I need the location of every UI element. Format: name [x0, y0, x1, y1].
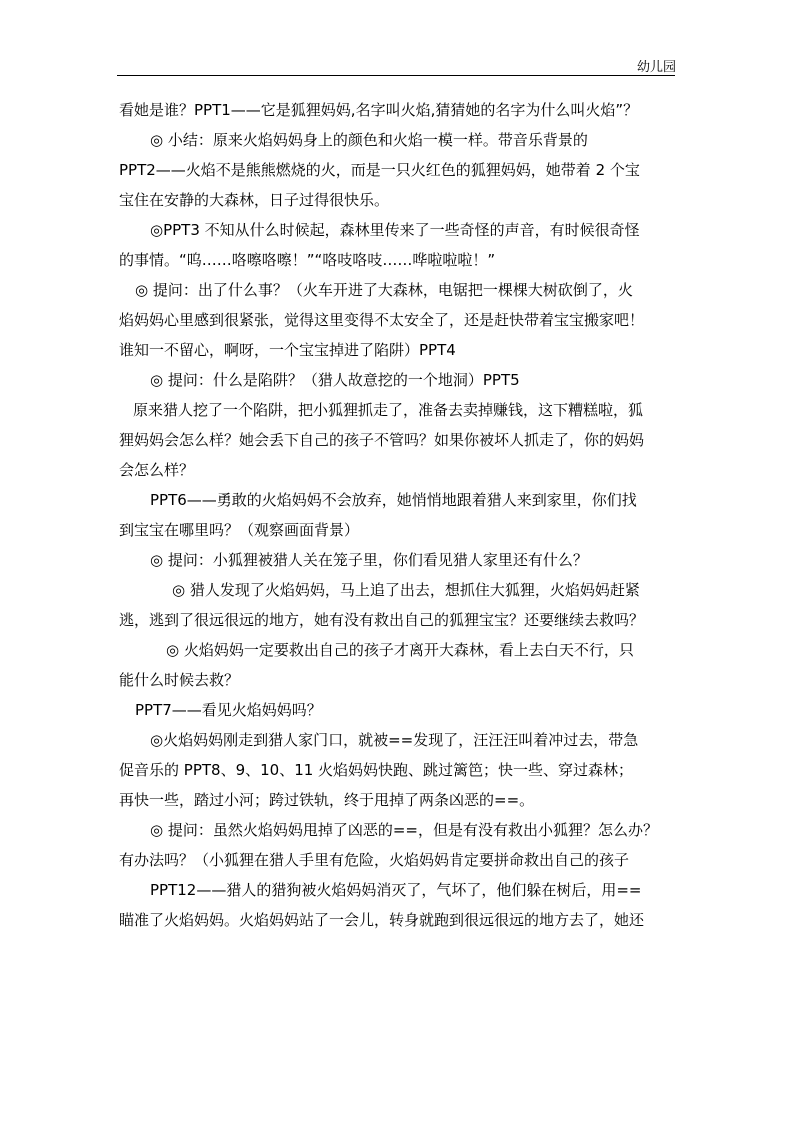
text-line: ◎ 提问：出了什么事？（火车开进了大森林，电锯把一棵棵大树砍倒了，火 — [135, 281, 633, 299]
text-line: 原来猎人挖了一个陷阱，把小狐狸抓走了，准备去卖掉赚钱，这下糟糕啦，狐 — [133, 401, 644, 419]
text-line: 狸妈妈会怎么样？她会丢下自己的孩子不管吗？如果你被坏人抓走了，你的妈妈 — [119, 431, 645, 449]
text-line: 宝住在安静的大森林，日子过得很快乐。 — [119, 191, 390, 209]
text-line: 谁知一不留心，啊呀，一个宝宝掉进了陷阱）PPT4 — [119, 341, 456, 359]
text-line: 逃，逃到了很远很远的地方，她有没有救出自己的狐狸宝宝？还要继续去救吗？ — [119, 611, 645, 629]
text-line: ◎ 小结：原来火焰妈妈身上的颜色和火焰一模一样。带音乐背景的 — [150, 131, 588, 149]
text-line: 有办法吗？（小狐狸在猎人手里有危险，火焰妈妈肯定要拼命救出自己的孩子 — [119, 851, 630, 869]
text-line: ◎ 提问：什么是陷阱？（猎人故意挖的一个地洞）PPT5 — [150, 371, 520, 389]
text-line: 会怎么样？ — [119, 461, 195, 479]
text-line: 促音乐的 PPT8、9、10、11 火焰妈妈快跑、跳过篱笆；快一些、穿过森林； — [119, 761, 634, 779]
text-line: 瞄准了火焰妈妈。火焰妈妈站了一会儿，转身就跑到很远很远的地方去了，她还 — [119, 911, 645, 929]
header-divider — [117, 75, 675, 76]
text-line: PPT7——看见火焰妈妈吗？ — [135, 701, 322, 719]
text-line: 的事情。“呜……咯嚓咯嚓！”“咯吱咯吱……哗啦啦啦！” — [119, 251, 496, 269]
text-line: PPT12——猎人的猎狗被火焰妈妈消灭了，气坏了，他们躲在树后，用== — [150, 881, 642, 899]
text-line: 再快一些，踏过小河；跨过铁轨，终于甩掉了两条凶恶的==。 — [119, 791, 535, 809]
document-body — [119, 95, 679, 935]
text-line: PPT6——勇敢的火焰妈妈不会放弃，她悄悄地跟着猎人来到家里，你们找 — [150, 491, 637, 509]
text-line: ◎ 提问：小狐狸被猎人关在笼子里，你们看见猎人家里还有什么？ — [150, 551, 588, 569]
text-line: 焰妈妈心里感到很紧张，觉得这里变得不太安全了，还是赶快带着宝宝搬家吧！ — [119, 311, 645, 329]
text-line: ◎火焰妈妈刚走到猎人家门口，就被==发现了，汪汪汪叫着冲过去，带急 — [150, 731, 639, 749]
text-line: 能什么时候去救？ — [119, 671, 240, 689]
text-line: 看她是谁？PPT1——它是狐狸妈妈,名字叫火焰,猜猜她的名字为什么叫火焰”？ — [119, 101, 639, 119]
text-line: ◎ 提问：虽然火焰妈妈甩掉了凶恶的==，但是有没有救出小狐狸？怎么办？ — [150, 821, 658, 839]
text-line: ◎PPT3 不知从什么时候起，森林里传来了一些奇怪的声音，有时候很奇怪 — [150, 221, 640, 239]
text-line: ◎ 火焰妈妈一定要救出自己的孩子才离开大森林，看上去白天不行，只 — [166, 641, 634, 659]
header-label: 幼儿园 — [636, 60, 676, 75]
text-line: 到宝宝在哪里吗？（观察画面背景） — [119, 521, 360, 539]
text-line: ◎ 猎人发现了火焰妈妈，马上追了出去，想抓住大狐狸，火焰妈妈赶紧 — [172, 581, 640, 599]
text-line: PPT2——火焰不是熊熊燃烧的火，而是一只火红色的狐狸妈妈，她带着 2 个宝 — [119, 161, 640, 179]
